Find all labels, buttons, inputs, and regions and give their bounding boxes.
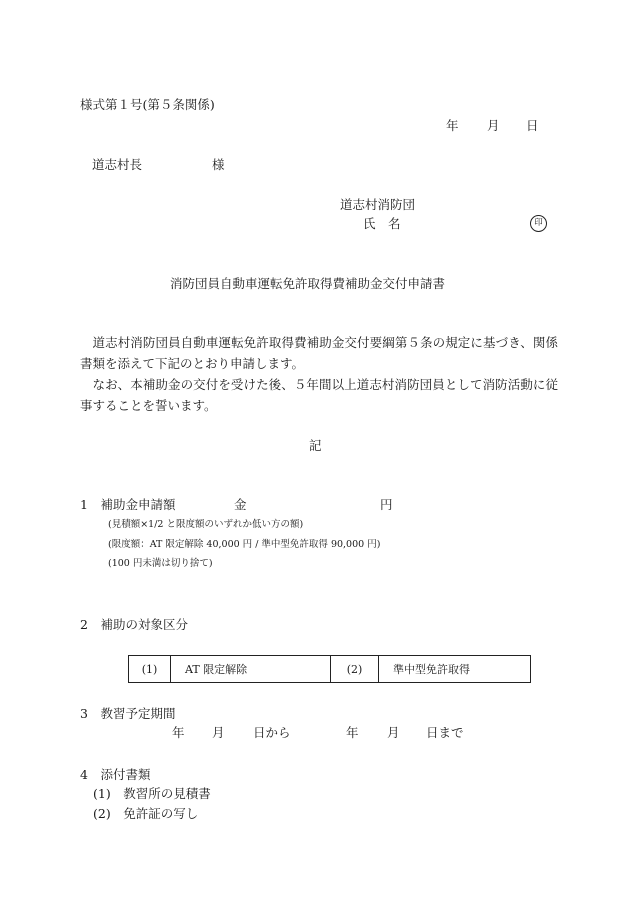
category-2-text: 準中型免許取得 [379, 656, 531, 683]
body-text [80, 332, 558, 416]
category-2-number: (2) [331, 656, 379, 683]
period-start-month: 月 [212, 725, 225, 740]
period-end-day: 日まで [426, 725, 464, 740]
date-day: 日 [526, 118, 539, 133]
seal-mark: 印 [530, 215, 547, 232]
category-1-number: (1) [129, 656, 171, 683]
category-1-text: AT 限定解除 [171, 656, 331, 683]
document-title: 消防団員自動車運転免許取得費補助金交付申請書 [170, 276, 446, 291]
body-paragraph-1: 道志村消防団員自動車運転免許取得費補助金交付要綱第５条の規定に基づき、関係書類を添えて下記のとおり申請します。 [80, 335, 558, 371]
section3-label: 3 教習予定期間 [80, 706, 176, 721]
section1-note-3: (100 円未満は切り捨て) [108, 558, 213, 569]
category-table [128, 655, 531, 683]
date-month: 月 [487, 118, 500, 133]
applicant-name-label: 氏 名 [363, 216, 401, 231]
section1-note-2: (限度額：AT 限定解除 40,000 円 / 準中型免許取得 90,000 円) [108, 539, 381, 550]
attachment-item-2: (2) 免許証の写し [93, 806, 199, 821]
addressee-name: 道志村長 [92, 157, 143, 172]
ki-heading: 記 [309, 438, 322, 453]
addressee-honorific: 様 [212, 157, 225, 172]
period-end-year: 年 [346, 725, 359, 740]
section2-label: 2 補助の対象区分 [80, 617, 188, 632]
period-end-month: 月 [387, 725, 400, 740]
applicant-org: 道志村消防団 [340, 197, 416, 212]
date-year: 年 [446, 118, 459, 133]
body-paragraph-2: なお、本補助金の交付を受けた後、５年間以上道志村消防団員として消防活動に従事することを誓います。 [80, 377, 558, 413]
period-start-day: 日から [253, 725, 291, 740]
attachment-item-1: (1) 教習所の見積書 [93, 786, 211, 801]
section1-note-1: (見積額×1/2 と限度額のいずれか低い方の額) [108, 519, 304, 530]
section4-label: 4 添付書類 [80, 767, 151, 782]
section1-label: 1 補助金申請額 [80, 497, 176, 512]
period-start-year: 年 [172, 725, 185, 740]
section1-yen: 円 [380, 497, 393, 512]
form-number: 様式第１号(第５条関係) [80, 97, 215, 112]
section1-kin: 金 [234, 497, 247, 512]
